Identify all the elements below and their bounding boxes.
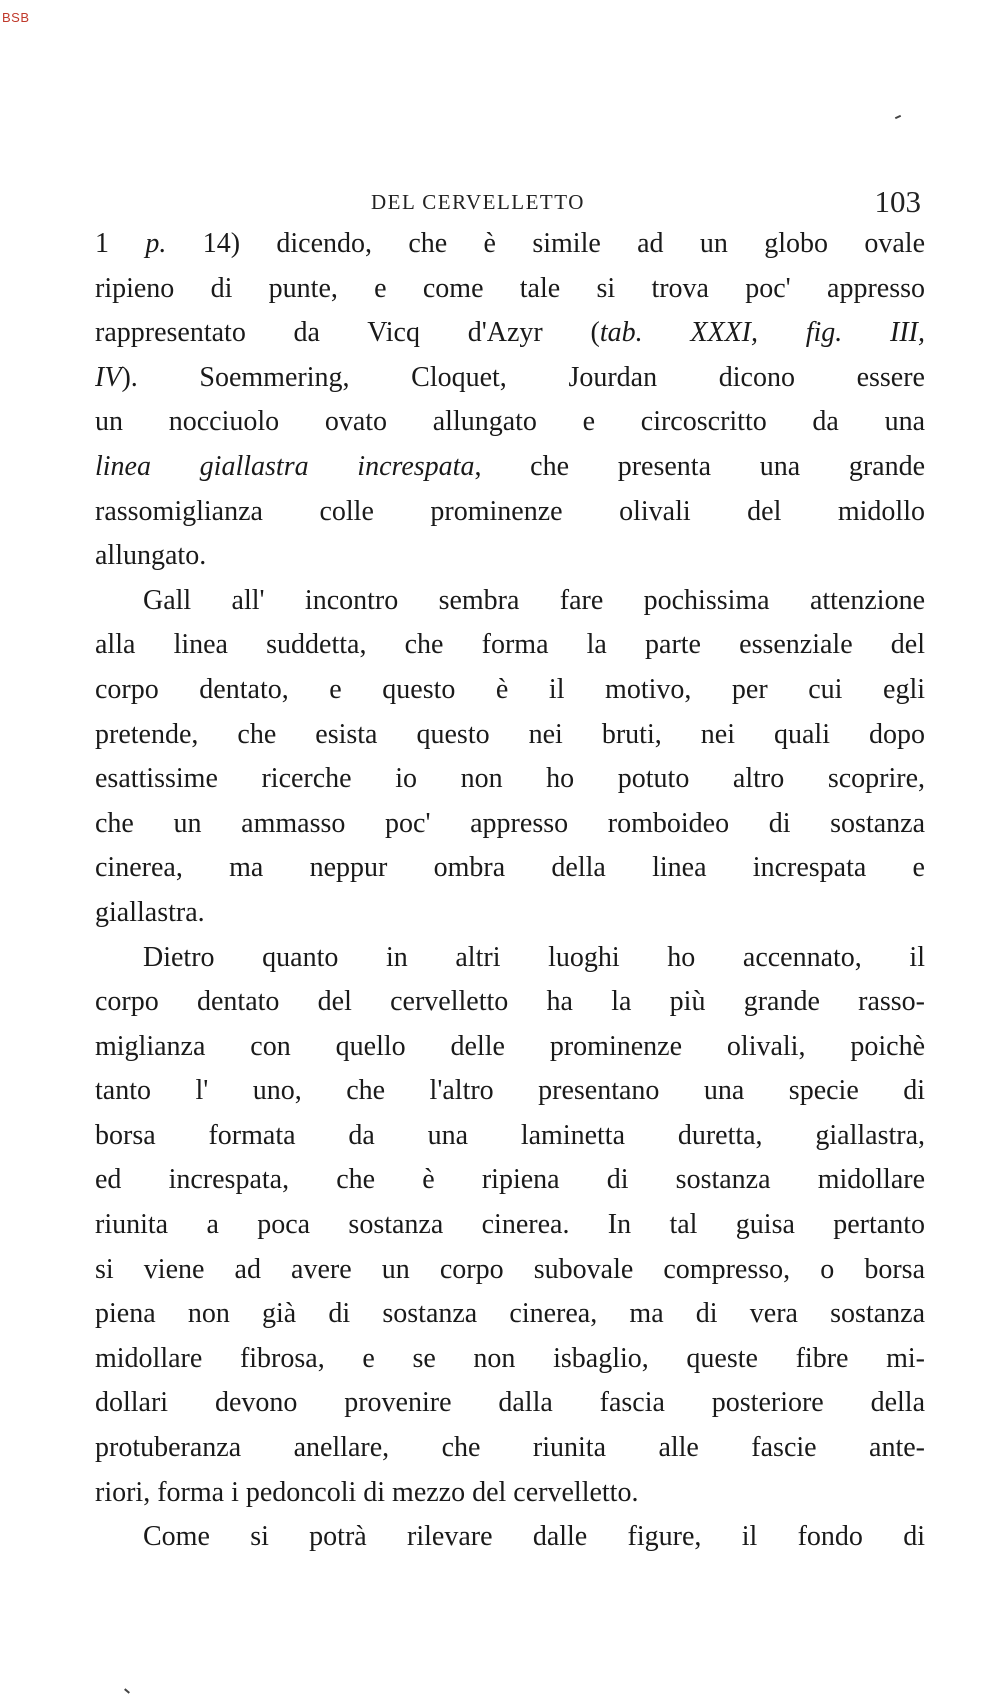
text-segment: corpo dentato del cervelletto ha la più grande rasso- [95,986,925,1018]
text-segment: 14) dicendo, che è simile ad un globo ovale [166,228,925,259]
text-segment: corpo dentato, e questo è il motivo, per cui egli [95,673,925,705]
scan-speck [124,1688,130,1693]
page-number: 103 [874,184,921,219]
text-segment: dollari devono provenire dalla fascia posteriore della [95,1387,925,1419]
text-segment: pretende, che esista questo nei bruti, nei quali dopo [95,718,925,750]
text-line [95,222,925,267]
text-line [95,713,925,758]
text-line [95,1114,925,1159]
text-segment: esattissime ricerche io non ho potuto altro scoprire, [95,763,925,795]
text-segment: borsa formata da una laminetta duretta, giallastra, [95,1119,925,1151]
text-line [95,980,925,1025]
text-segment: protuberanza anellare, che riunita alle fascie ante- [95,1432,925,1464]
text-line [95,668,925,713]
text-segment: miglianza con quello delle prominenze olivali, poichè [95,1030,925,1062]
text-segment: si viene ad avere un corpo subovale compresso, o borsa [95,1253,925,1285]
text-segment: giallastra. [95,896,205,928]
text-segment: alla linea suddetta, che forma la parte essenziale del [95,629,925,661]
text-line [95,757,925,802]
text-line [95,1337,925,1382]
text-line [95,311,925,356]
scan-speck [895,115,901,119]
text-segment: riunita a poca sostanza cinerea. In tal guisa pertanto [95,1209,925,1241]
text-segment: Come si potrà rilevare dalle figure, il fondo di [143,1521,925,1553]
text-segment: Dietro quanto in altri luoghi ho accennato, il [143,941,925,973]
italic-text: p. [145,228,167,259]
text-line [95,1426,925,1471]
text-line [95,1203,925,1248]
text-segment: , che presenta una grande [474,450,925,482]
text-segment: ). Soemmering, Cloquet, Jourdan dicono essere [121,361,925,393]
text-line [95,891,925,936]
text-line [95,1292,925,1337]
text-segment: un nocciuolo ovato allungato e circoscritto da una [95,406,925,438]
text-line [95,623,925,668]
italic-text: tab. XXXI, fig. III, [599,317,925,349]
body-text [95,222,925,1560]
text-line [95,445,925,490]
text-segment: piena non già di sostanza cinerea, ma di vera sostanza [95,1298,925,1330]
text-segment: ed increspata, che è ripiena di sostanza midollare [95,1164,925,1196]
text-line [95,400,925,445]
text-line [95,936,925,981]
text-segment: midollare fibrosa, e se non isbaglio, queste fibre mi- [95,1342,925,1374]
text-segment: riori, forma i pedoncoli di mezzo del cervelletto. [95,1476,639,1508]
text-line [95,846,925,891]
page-header [95,186,925,226]
text-segment: ripieno di punte, e come tale si trova poc' appresso [95,272,925,304]
text-line [95,1069,925,1114]
text-line [95,1381,925,1426]
running-title: DEL CERVELLETTO [371,190,585,214]
text-segment: tanto l' uno, che l'altro presentano una specie di [95,1075,925,1107]
text-line [95,1158,925,1203]
text-segment: Gall all' incontro sembra fare pochissima attenzione [143,584,925,616]
italic-text: linea giallastra increspata [95,450,475,482]
text-line [95,1248,925,1293]
text-line [95,802,925,847]
library-stamp: BSB [2,10,30,25]
text-segment: allungato. [95,540,207,572]
text-line [95,534,925,579]
text-line [95,1515,925,1560]
text-line [95,579,925,624]
text-line [95,1025,925,1070]
text-segment: che un ammasso poc' appresso romboideo di sostanza [95,807,925,839]
text-line [95,1471,925,1516]
text-line [95,356,925,401]
italic-text: IV [95,361,122,393]
text-line [95,490,925,535]
text-segment: cinerea, ma neppur ombra della linea increspata e [95,852,925,884]
text-segment: 1 [95,228,146,259]
text-segment: rappresentato da Vicq d'Azyr ( [95,317,600,349]
text-line [95,267,925,312]
text-segment: rassomiglianza colle prominenze olivali del midollo [95,495,925,527]
